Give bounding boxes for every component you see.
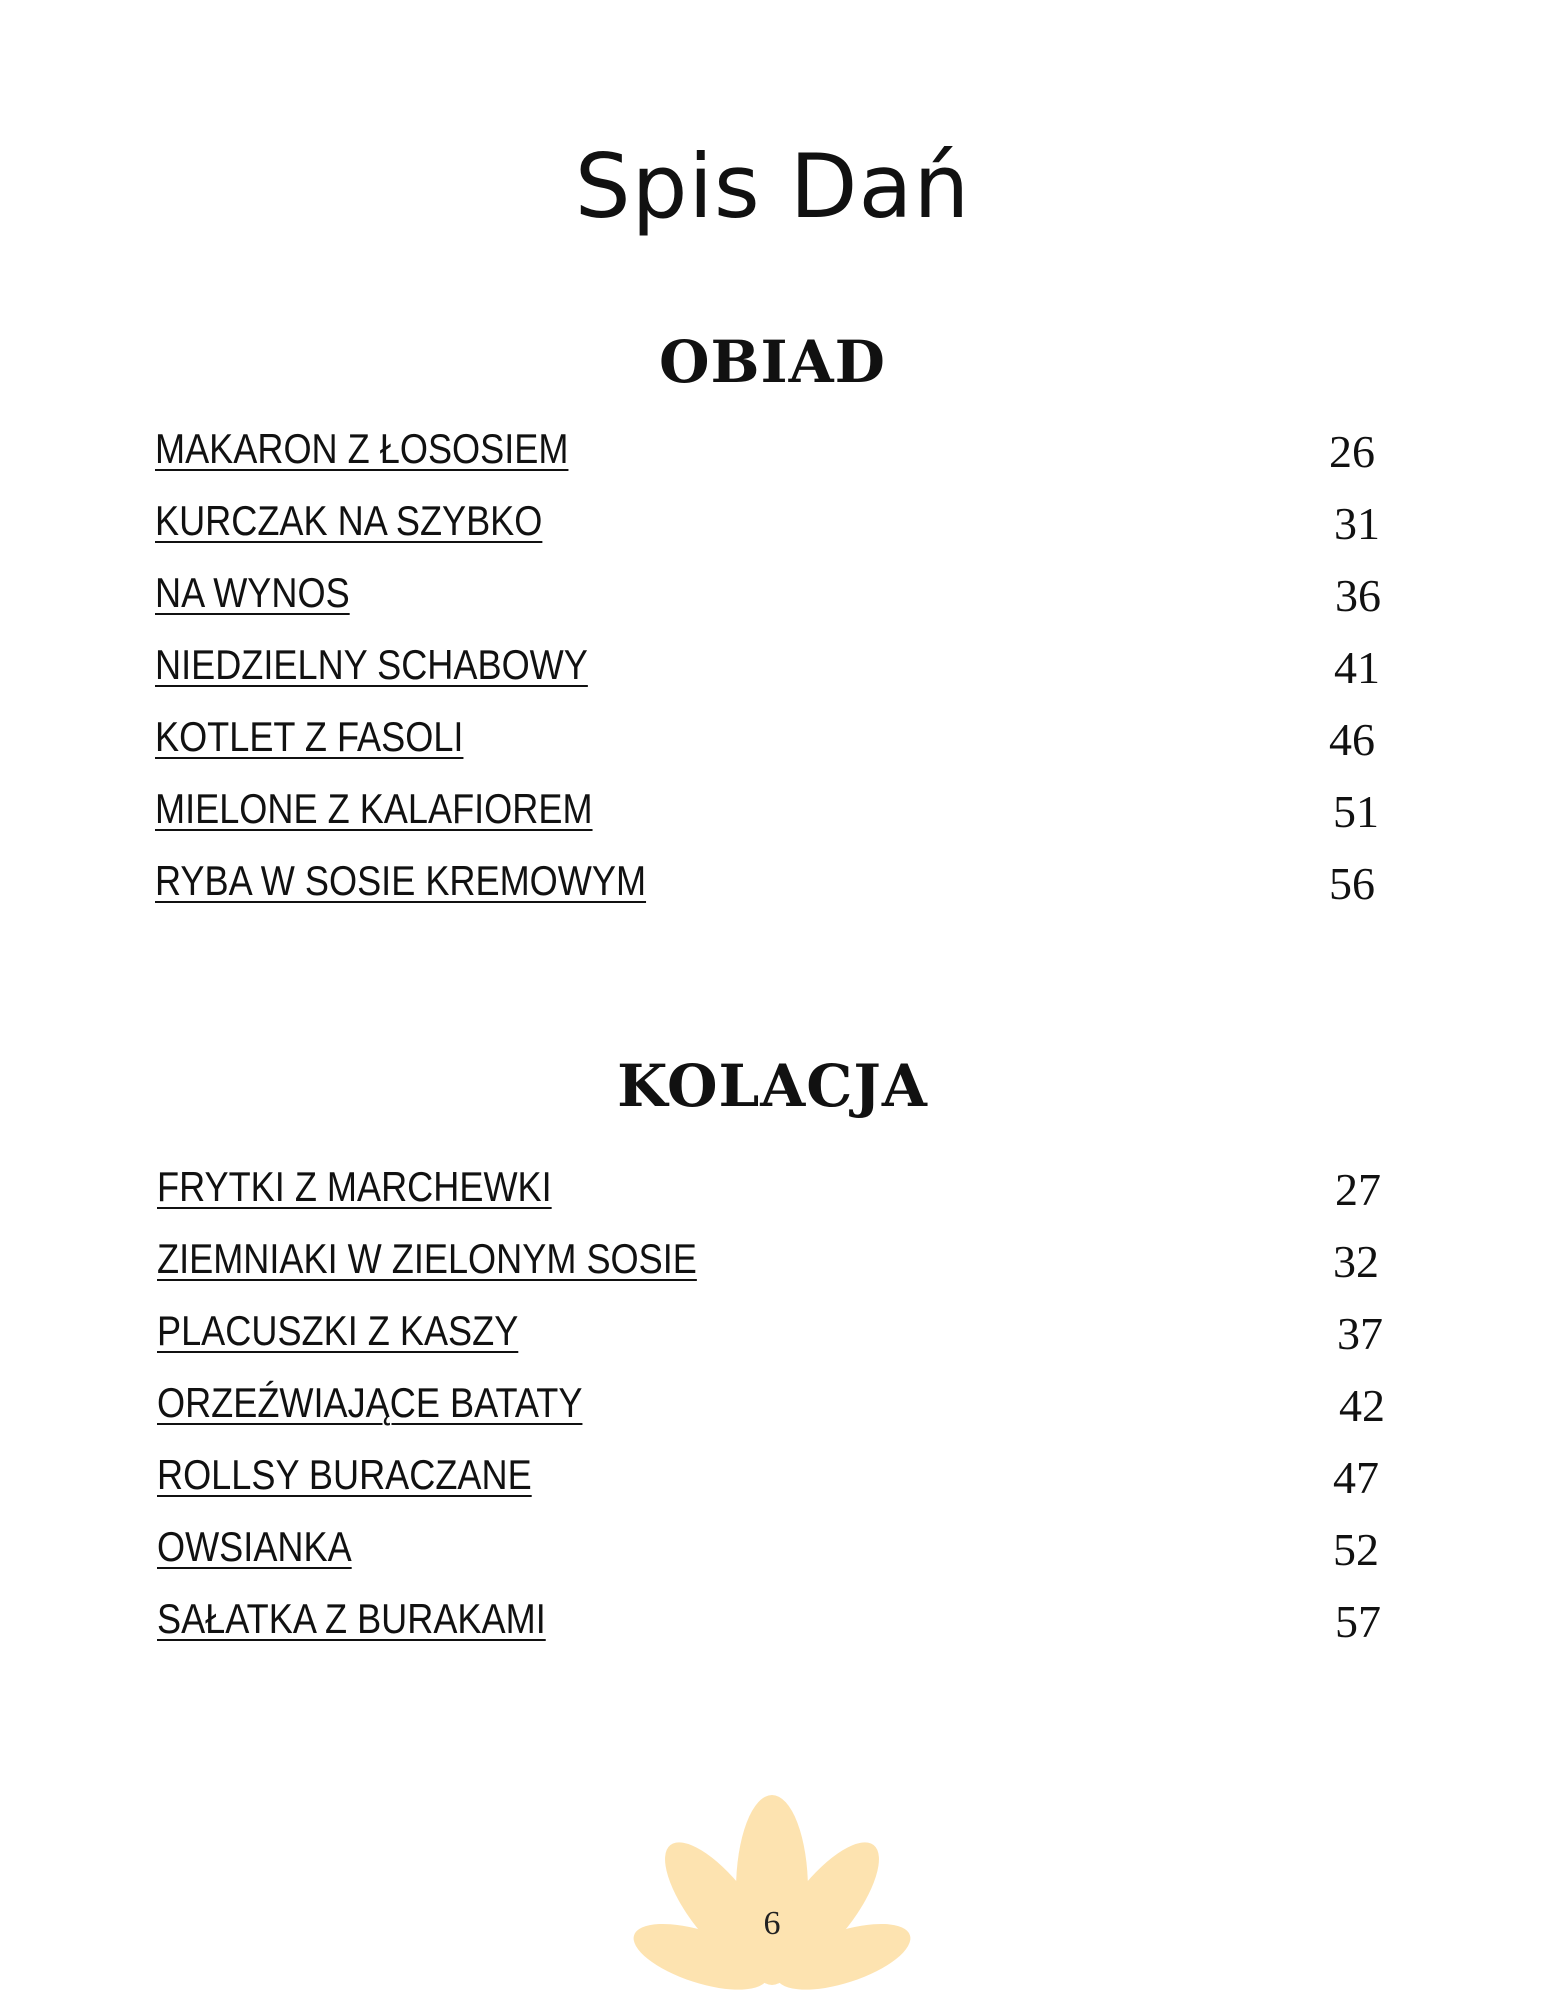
toc-link[interactable]: RYBA W SOSIE KREMOWYM bbox=[155, 857, 647, 904]
toc-list-obiad bbox=[0, 425, 1545, 929]
toc-row[interactable] bbox=[0, 641, 1545, 713]
toc-row[interactable] bbox=[0, 713, 1545, 785]
toc-link[interactable]: OWSIANKA bbox=[157, 1523, 352, 1570]
toc-link[interactable]: KURCZAK NA SZYBKO bbox=[155, 497, 543, 544]
toc-row[interactable] bbox=[0, 569, 1545, 641]
toc-page-number: 47 bbox=[1333, 1452, 1379, 1503]
toc-page-number: 31 bbox=[1334, 498, 1380, 549]
toc-link[interactable]: ROLLSY BURACZANE bbox=[157, 1451, 532, 1498]
toc-list-kolacja bbox=[0, 1163, 1545, 1667]
section-heading-obiad: OBIAD bbox=[659, 328, 886, 396]
toc-page-number: 26 bbox=[1329, 426, 1375, 477]
toc-page-number: 56 bbox=[1329, 858, 1375, 909]
page-title: Spis Dań bbox=[574, 135, 971, 238]
toc-page-number: 57 bbox=[1335, 1596, 1381, 1647]
toc-row[interactable] bbox=[0, 1523, 1545, 1595]
toc-row[interactable] bbox=[0, 1235, 1545, 1307]
toc-page-number: 51 bbox=[1333, 786, 1379, 837]
toc-row[interactable] bbox=[0, 785, 1545, 857]
toc-page-number: 37 bbox=[1337, 1308, 1383, 1359]
toc-row[interactable] bbox=[0, 1307, 1545, 1379]
flower-icon bbox=[622, 1795, 922, 2000]
toc-link[interactable]: NA WYNOS bbox=[155, 569, 350, 616]
toc-row[interactable] bbox=[0, 857, 1545, 929]
toc-link[interactable]: ZIEMNIAKI W ZIELONYM SOSIE bbox=[157, 1235, 697, 1282]
toc-page-number: 46 bbox=[1329, 714, 1375, 765]
toc-link[interactable]: FRYTKI Z MARCHEWKI bbox=[157, 1163, 552, 1210]
section-heading-kolacja: KOLACJA bbox=[617, 1052, 928, 1120]
toc-row[interactable] bbox=[0, 425, 1545, 497]
toc-row[interactable] bbox=[0, 1163, 1545, 1235]
toc-row[interactable] bbox=[0, 1379, 1545, 1451]
page-number: 6 bbox=[763, 1905, 781, 1942]
toc-row[interactable] bbox=[0, 1595, 1545, 1667]
toc-row[interactable] bbox=[0, 497, 1545, 569]
toc-page-number: 32 bbox=[1333, 1236, 1379, 1287]
toc-page-number: 27 bbox=[1335, 1164, 1381, 1215]
toc-page-number: 41 bbox=[1334, 642, 1380, 693]
toc-page-number: 52 bbox=[1333, 1524, 1379, 1575]
toc-link[interactable]: SAŁATKA Z BURAKAMI bbox=[157, 1595, 546, 1642]
toc-page-number: 36 bbox=[1335, 570, 1381, 621]
toc-link[interactable]: PLACUSZKI Z KASZY bbox=[157, 1307, 519, 1354]
toc-link[interactable]: ORZEŹWIAJĄCE BATATY bbox=[157, 1379, 583, 1426]
toc-link[interactable]: NIEDZIELNY SCHABOWY bbox=[155, 641, 588, 688]
toc-link[interactable]: MAKARON Z ŁOSOSIEM bbox=[155, 425, 569, 472]
toc-page-number: 42 bbox=[1339, 1380, 1385, 1431]
toc-link[interactable]: MIELONE Z KALAFIOREM bbox=[155, 785, 593, 832]
toc-link[interactable]: KOTLET Z FASOLI bbox=[155, 713, 464, 760]
toc-row[interactable] bbox=[0, 1451, 1545, 1523]
